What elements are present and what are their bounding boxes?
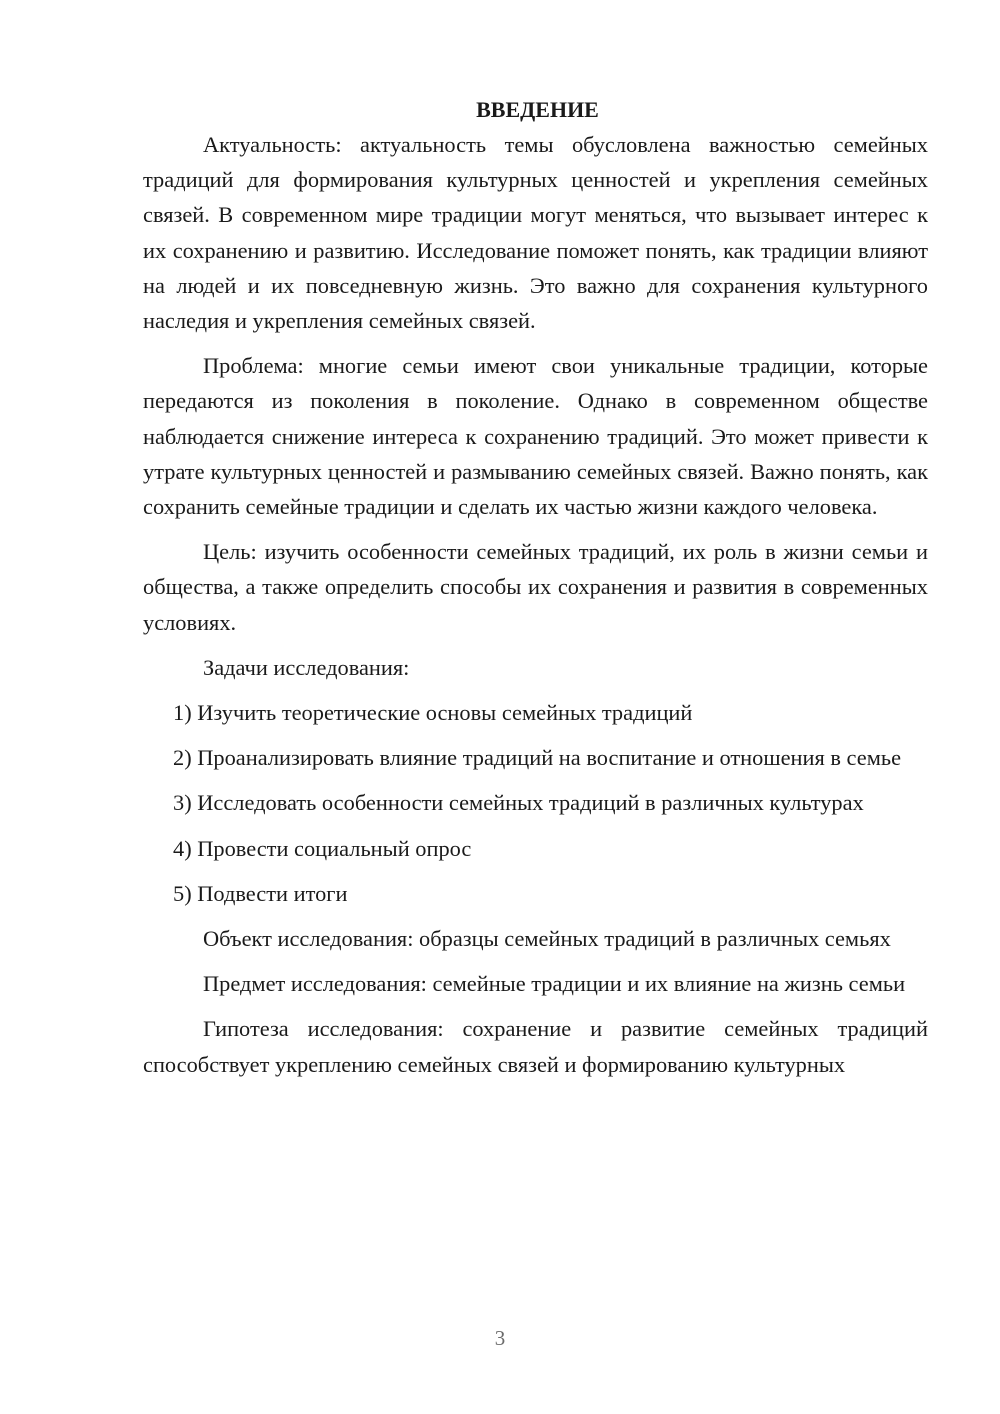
subject-paragraph: Предмет исследования: семейные традиции и их влияние на жизнь семьи <box>203 971 906 997</box>
object-paragraph: Объект исследования: образцы семейных традиций в различных семьях <box>203 926 891 952</box>
page-title: ВВЕДЕНИЕ <box>476 97 599 122</box>
task-item-1: 1) Изучить теоретические основы семейных традиций <box>173 700 693 726</box>
hypothesis-paragraph: Гипотеза исследования: сохранение и развитие семейных традиций способствует укреплению семейных связей и формированию культурных <box>143 1016 928 1077</box>
relevance-paragraph: Актуальность: актуальность темы обусловлена важностью семейных традиций для формирования культурных ценностей и укрепления семейных связей. В современном мире традиции могут меняться, что вызывает интерес к их сохранению и развитию. Исследование поможет понять, как традиции влияют на людей и их повседневную жизнь. Это важно для сохранения культурного наследия и укрепления семейных связей. <box>143 132 928 334</box>
task-item-4: 4) Провести социальный опрос <box>173 835 472 861</box>
page-number: 3 <box>494 1326 506 1350</box>
task-item-3: 3) Исследовать особенности семейных традиций в различных культурах <box>173 790 864 816</box>
goal-paragraph: Цель: изучить особенности семейных традиций, их роль в жизни семьи и общества, а также определить способы их сохранения и развития в современных условиях. <box>143 539 928 635</box>
task-item-5: 5) Подвести итоги <box>173 880 348 906</box>
tasks-heading: Задачи исследования: <box>203 654 410 680</box>
problem-paragraph: Проблема: многие семьи имеют свои уникальные традиции, которые передаются из поколения в поколение. Однако в современном обществе наблюдается снижение интереса к сохранению традиций. Это может привести к утрате культурных ценностей и размыванию семейных связей. Важно понять, как сохранить семейные традиции и сделать их частью жизни каждого человека. <box>143 353 928 520</box>
task-item-2: 2) Проанализировать влияние традиций на воспитание и отношения в семье <box>173 745 902 771</box>
document-page <box>143 92 928 1082</box>
